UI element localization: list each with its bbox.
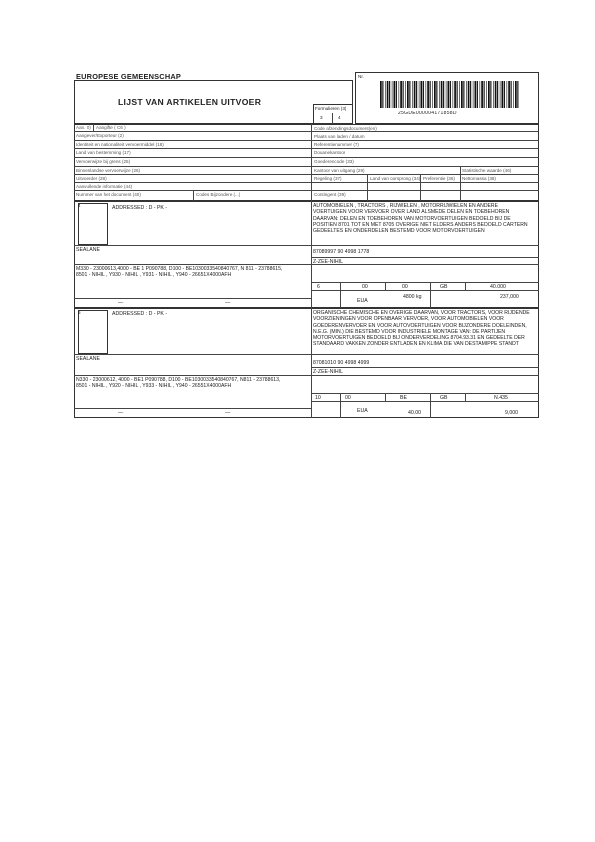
barcode-bar (463, 81, 464, 108)
field-douane: Douanekantoor (314, 150, 346, 155)
barcode-bar (439, 81, 440, 108)
item-2-unit: EUA (357, 408, 368, 414)
barcode-bar (380, 81, 382, 108)
barcode-bar (423, 81, 424, 108)
item-2-code1: 87081010 90 4998 4999 (313, 360, 370, 366)
field-vervoerder: Binnenlandse vervoerwijze (26) (76, 168, 141, 173)
barcode-bar (385, 81, 386, 108)
barcode-bar (507, 81, 508, 108)
barcode-bar (394, 81, 396, 108)
barcode-bar (468, 81, 470, 108)
field-preferentie: Preferentie (36) (423, 176, 455, 181)
item-1-addressed: ADDRESSED : D - PK - (112, 205, 168, 211)
field-regeling: Regeling (37) (314, 176, 342, 181)
item-1-box-e: 40.000 (490, 284, 506, 290)
barcode-bar (484, 81, 485, 108)
barcode-bar (421, 81, 423, 108)
barcode-bar (382, 81, 383, 108)
barcode-bar (407, 81, 409, 108)
item-1-sealane: SEALANE (76, 247, 100, 253)
barcode-bar (427, 81, 429, 108)
item-1-dash-right: — (225, 300, 231, 306)
barcode-bar (504, 81, 505, 108)
barcode-bar (430, 81, 431, 108)
item-2-code2: Z-ZEE-NIHIL (313, 369, 343, 375)
barcode-bar (490, 81, 491, 108)
barcode-bar (443, 81, 444, 108)
field-plaats-laden: Plaats van laden / datum (314, 134, 365, 139)
barcode-bar (412, 81, 413, 108)
field-handelsregister: Goederencode (33) (314, 159, 354, 164)
barcode-bar (515, 81, 517, 108)
item-1-box-c: 00 (402, 284, 408, 290)
barcode-bar (450, 81, 451, 108)
item-2-sealane: SEALANE (76, 356, 100, 362)
item-1-unit: EUA (357, 298, 368, 304)
item-2-dash-right: — (225, 410, 231, 416)
barcode-bar (446, 81, 447, 108)
nr-label: Nr. (358, 74, 364, 79)
item-2-refs: N330 - 23000612, 4000 - BE1 P090788, D100 - BE1030033540840767, N811 - 23788613, 8501 - NIHIL , Y920 - NIHIL , Y933 - NIHIL , Y940 - 26551X4000AFH (76, 377, 281, 390)
field-land-oorsprong: Land van oorsprong (34) (370, 176, 421, 181)
barcode-bar (403, 81, 404, 108)
field-kenmerk: Referentienummer (7) (314, 142, 359, 147)
item-2-box-d: GB (440, 395, 448, 401)
barcode-bar (396, 81, 397, 108)
barcode-bar (488, 81, 490, 108)
item-2-mass: 40.00 (408, 410, 421, 416)
field-aangifte-detail: Aangifte ( C6 ) (96, 125, 126, 130)
barcode-number: 25GDE000004171858D (398, 111, 457, 116)
barcode-bar (470, 81, 471, 108)
barcode-bar (414, 81, 416, 108)
item-1-box-b: 00 (362, 284, 368, 290)
barcode-bar (477, 81, 478, 108)
barcode-bar (454, 81, 456, 108)
field-kantoor: Kantoor van uitgang (29) (314, 168, 365, 173)
barcode-bar (409, 81, 410, 108)
barcode-bar (405, 81, 406, 108)
barcode-bar (511, 81, 512, 108)
barcode-bar (432, 81, 433, 108)
item-1-code1: 87089997 90 4998 1778 (313, 249, 370, 255)
barcode-bar (508, 81, 510, 108)
barcode-bar (517, 81, 518, 108)
field-statistische: Statistische waarde (46) (462, 168, 512, 173)
item-1-box-a: 6 (317, 284, 320, 290)
field-verwijzing: Nummer van het document (40) (76, 192, 141, 197)
item-2-number: 5 (78, 310, 81, 315)
barcode-bar (457, 81, 458, 108)
barcode-bar (461, 81, 463, 108)
barcode-bar (419, 81, 420, 108)
field-codes-vw: Codes Bijzondere (...) (196, 192, 241, 197)
item-2-box-a: 10 (315, 395, 321, 401)
barcode-bar (459, 81, 460, 108)
form-count-label: Formulieren (3) (315, 106, 347, 111)
barcode-bar (466, 81, 467, 108)
item-2-dash-left: — (118, 410, 124, 416)
barcode-bar (389, 81, 390, 108)
item-1-mass: 4800 kg (403, 294, 422, 300)
field-aangifte: Aan. 0) (76, 125, 91, 130)
barcode-bar (502, 81, 504, 108)
form-number-2: 4 (338, 115, 341, 120)
item-1-description: AUTOMOBIELEN , TRACTORS , RIJWIELEN , MOTORRIJWIELEN EN ANDERE VOERTUIGEN VOOR VERVOER OVER LAND ALSMEDE DELEN EN TOEBEHOREN DAARVAN: DELEN EN TOEBEHOREN VAN MOTORVOERTUIGEN BEDOELD BIJ DE POSITIEN 8701 TOT EN MET 8705 OVERIGE NIET ELDERS ANDERS BEDOELD CARTERN GEDEELTES EN ONDERDELEN BESTEMD VOOR MOTORVOERTUIGEN (313, 203, 528, 235)
field-aangever: Aangever/Exporteur (2) (76, 133, 124, 138)
item-2-box-b: 00 (345, 395, 351, 401)
item-2-description: ORGANISCHE CHEMISCHE EN OVERIGE DAARVAN, VOOR TRACTORS, VOOR RIJDENDE VOORZIENINGEN VOOR OPENBAAR VERVOER, VOOR AUTOMOBIELEN VOOR GOEDERENVERVOER EN VOOR AUTOVOERTUIGEN VOOR BIJZONDERE DOELEINDEN, N.E.G. (MIN.) DIE BESTEMD VOOR INDUSTRIELE MONTAGE VAN: DE PARTIJEN MOTORVOERTUIGEN BEDOELD BIJ ONDERVERDELING 8704.93.31 EN GEDEELTE DER STANDAARD VAKKEN ZONDER ENTLADEN EN KLIMA DIE VAN DESTAMIPPE STANDT (313, 310, 530, 348)
barcode-bar (436, 81, 437, 108)
barcode-bar (500, 81, 501, 108)
barcode-bar (392, 81, 393, 108)
field-nettomassa: Nettomassa (38) (462, 176, 496, 181)
item-1-value: 237,000 (500, 294, 519, 300)
item-1-dash-left: — (118, 300, 124, 306)
barcode-bar (400, 81, 402, 108)
barcode-bar (473, 81, 474, 108)
item-2-box-e: N.435 (494, 395, 508, 401)
field-gegevens: Uitvoerder (28) (76, 176, 107, 181)
barcode-bar (480, 81, 481, 108)
barcode-bar (441, 81, 443, 108)
item-1-number: 4 (78, 203, 81, 208)
barcode-bar (486, 81, 487, 108)
barcode-bar (448, 81, 450, 108)
barcode-bar (387, 81, 389, 108)
community-title: EUROPESE GEMEENSCHAP (76, 72, 182, 81)
field-ref-nr: Code afzendingsdocument(en) (314, 126, 377, 131)
item-1-refs: M330 - 23000613,4000 - BE 1 P090788, D100 - BE1030033540840767, N 811 - 23788615, 8501 - NIHIL , Y930 - NIHIL , Y931 - NIHIL , Y940 - 26651X4000AFH (76, 266, 283, 279)
barcode-bar (493, 81, 494, 108)
item-2-value: 9,000 (505, 410, 518, 416)
barcode-bar (513, 81, 514, 108)
barcode-bar (426, 81, 427, 108)
document-title: LIJST VAN ARTIKELEN UITVOER (118, 97, 262, 107)
form-number-1: 3 (320, 115, 323, 120)
field-quotum: Contingent (39) (314, 192, 346, 197)
item-2-addressed: ADDRESSED : D - PK - (112, 311, 168, 317)
barcode-bar (453, 81, 454, 108)
barcode-bar (481, 81, 483, 108)
barcode-bar (497, 81, 498, 108)
field-uitvoerregeling: Aanvullende informatie (44) (76, 184, 133, 189)
barcode-bar (416, 81, 417, 108)
field-vervoer-grens: Vervoerwijze bij grens (25) (76, 159, 131, 164)
field-identificatie: Identiteit en nationaliteit vervoermiddel (18) (76, 142, 164, 147)
barcode-bar (475, 81, 477, 108)
barcode-bar (495, 81, 497, 108)
barcode-bar (434, 81, 436, 108)
barcode-image (380, 81, 520, 108)
item-1-code2: Z-ZEE-NIHIL (313, 259, 343, 265)
form-count-divider (332, 113, 333, 124)
item-1-box-d: GB (440, 284, 448, 290)
field-land-bestemming: Land van bestemming (17) (76, 150, 131, 155)
item-2-box-c: BE (400, 395, 407, 401)
barcode-bar (399, 81, 400, 108)
